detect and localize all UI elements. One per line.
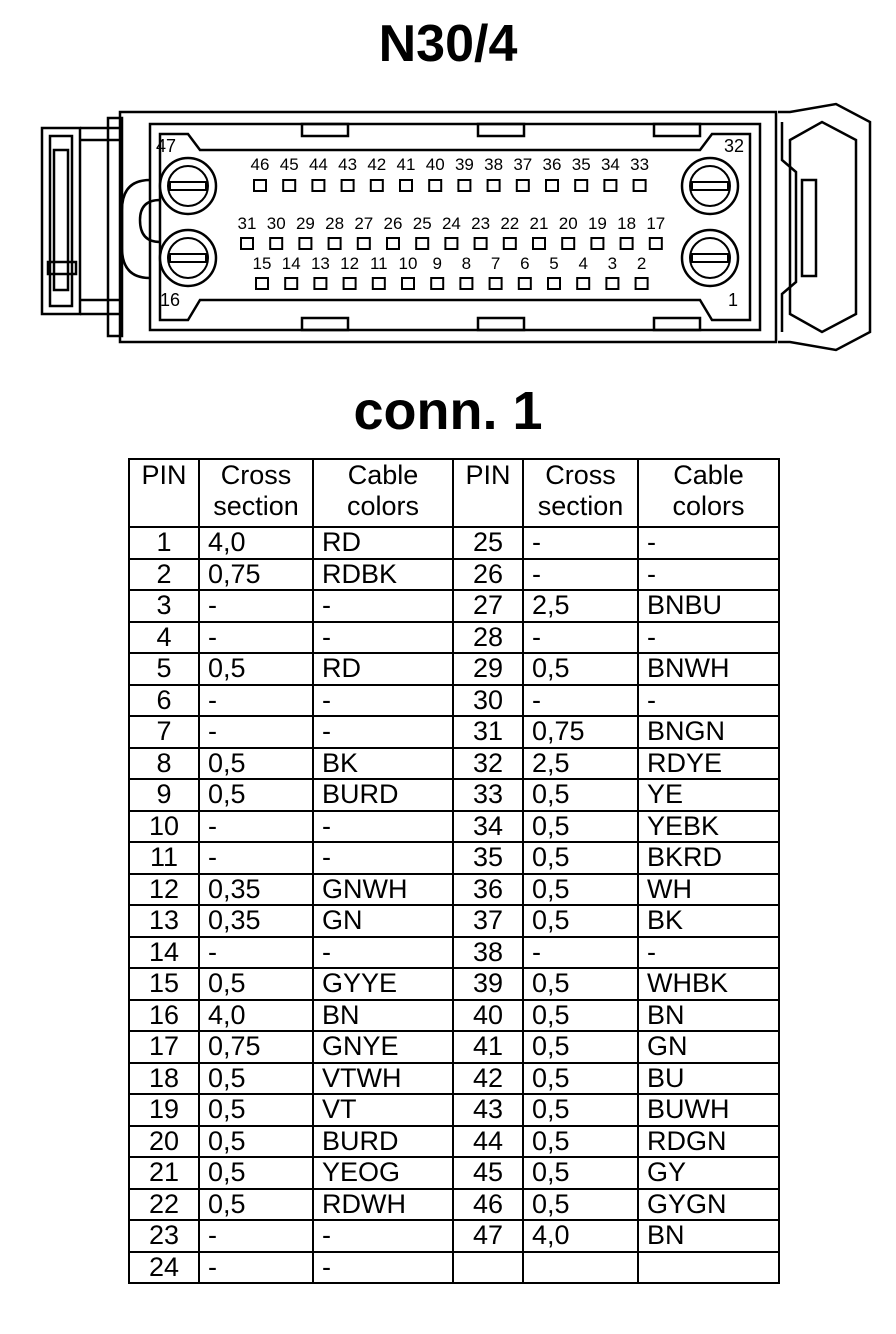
cross-section-cell: 0,5 bbox=[199, 1094, 313, 1126]
pin-cell: 6 bbox=[129, 685, 199, 717]
cable-color-cell: BNGN bbox=[638, 716, 779, 748]
column-header-line: colors bbox=[346, 491, 420, 521]
pin-grid bbox=[238, 155, 666, 289]
pin-number-label: 29 bbox=[295, 214, 315, 233]
cable-color-cell bbox=[638, 1252, 779, 1284]
pin-cell bbox=[453, 1252, 523, 1284]
cable-color-cell: GYYE bbox=[313, 968, 453, 1000]
cross-section-cell: 0,75 bbox=[199, 559, 313, 591]
pin-cavity bbox=[400, 180, 412, 191]
cross-section-cell: 0,5 bbox=[523, 1189, 638, 1221]
pin-cell: 30 bbox=[453, 685, 523, 717]
pin-table bbox=[128, 458, 780, 1284]
pin-number-label: 22 bbox=[500, 214, 520, 233]
column-header bbox=[129, 459, 199, 527]
cross-section-cell: 0,5 bbox=[199, 1157, 313, 1189]
pin-cavity bbox=[634, 180, 646, 191]
pin-number-label: 27 bbox=[354, 214, 374, 233]
cable-color-cell: BUWH bbox=[638, 1094, 779, 1126]
pin-cell: 28 bbox=[453, 622, 523, 654]
cable-color-cell: YEOG bbox=[313, 1157, 453, 1189]
pin-cavity bbox=[285, 278, 297, 289]
table-body bbox=[129, 527, 779, 1283]
column-header bbox=[638, 459, 779, 527]
column-header-line: Cable bbox=[347, 460, 419, 490]
pin-cavity bbox=[256, 278, 268, 289]
column-header bbox=[313, 459, 453, 527]
cross-section-cell: 0,5 bbox=[199, 968, 313, 1000]
table-row bbox=[129, 748, 779, 780]
table-row bbox=[129, 874, 779, 906]
pin-cavity bbox=[458, 180, 470, 191]
column-header-line: colors bbox=[672, 491, 745, 521]
cable-color-cell: - bbox=[313, 685, 453, 717]
cross-section-cell: 0,5 bbox=[523, 968, 638, 1000]
cable-color-cell: - bbox=[638, 559, 779, 591]
cable-color-cell: - bbox=[313, 937, 453, 969]
cross-section-cell: 4,0 bbox=[523, 1220, 638, 1252]
pin-cavity bbox=[488, 180, 500, 191]
cross-section-cell: - bbox=[523, 622, 638, 654]
cable-color-cell: - bbox=[638, 685, 779, 717]
cable-color-cell: BURD bbox=[313, 1126, 453, 1158]
pin-cell: 42 bbox=[453, 1063, 523, 1095]
cross-section-cell: 0,5 bbox=[523, 842, 638, 874]
column-header-line: Cable bbox=[673, 460, 744, 490]
cross-section-cell: 0,5 bbox=[523, 653, 638, 685]
table-row bbox=[129, 622, 779, 654]
pin-number-label: 33 bbox=[630, 155, 650, 174]
pin-cavity bbox=[314, 278, 326, 289]
pin-cavity bbox=[533, 238, 545, 249]
cable-color-cell: BURD bbox=[313, 779, 453, 811]
cable-color-cell: BU bbox=[638, 1063, 779, 1095]
pin-cell: 40 bbox=[453, 1000, 523, 1032]
pin-cavity bbox=[329, 238, 341, 249]
pin-cell: 15 bbox=[129, 968, 199, 1000]
cable-color-cell: - bbox=[638, 622, 779, 654]
cable-color-cell: - bbox=[313, 590, 453, 622]
cross-section-cell: 4,0 bbox=[199, 1000, 313, 1032]
pin-number-label: 14 bbox=[281, 254, 301, 273]
cable-color-cell: VT bbox=[313, 1094, 453, 1126]
pin-number-label: 23 bbox=[471, 214, 491, 233]
pin-cavity bbox=[283, 180, 295, 191]
cable-color-cell: RDYE bbox=[638, 748, 779, 780]
cross-section-cell: - bbox=[199, 811, 313, 843]
table-row bbox=[129, 1252, 779, 1284]
pin-number-label: 42 bbox=[367, 155, 387, 174]
pin-cavity bbox=[373, 278, 385, 289]
pin-cell: 22 bbox=[129, 1189, 199, 1221]
pin-cell: 9 bbox=[129, 779, 199, 811]
connector-diagram bbox=[0, 0, 896, 360]
column-header-line: section bbox=[537, 491, 624, 521]
pin-number-label: 41 bbox=[396, 155, 416, 174]
column-header-line: Cross bbox=[220, 460, 292, 490]
pin-cell: 39 bbox=[453, 968, 523, 1000]
table-row bbox=[129, 1126, 779, 1158]
pin-number-label: 2 bbox=[636, 254, 647, 273]
cross-section-cell: 2,5 bbox=[523, 748, 638, 780]
pin-number-label: 5 bbox=[549, 254, 559, 273]
pin-cavity bbox=[562, 238, 574, 249]
pin-cell: 7 bbox=[129, 716, 199, 748]
cable-color-cell: - bbox=[638, 937, 779, 969]
pin-cell: 33 bbox=[453, 779, 523, 811]
pin-cavity bbox=[371, 180, 383, 191]
table-row bbox=[129, 937, 779, 969]
pin-cell: 44 bbox=[453, 1126, 523, 1158]
connector-label: conn. 1 bbox=[353, 381, 543, 441]
pin-number-label: 6 bbox=[520, 254, 530, 273]
pin-cell: 3 bbox=[129, 590, 199, 622]
pin-number-label: 8 bbox=[461, 254, 472, 273]
cable-color-cell: GN bbox=[313, 905, 453, 937]
pin-cavity bbox=[621, 238, 633, 249]
pin-number-label: 13 bbox=[310, 254, 330, 273]
cross-section-cell: 0,5 bbox=[199, 779, 313, 811]
cable-color-cell: BK bbox=[638, 905, 779, 937]
pin-number-label: 11 bbox=[369, 254, 388, 273]
column-header bbox=[453, 459, 523, 527]
pin-cell: 41 bbox=[453, 1031, 523, 1063]
table-row bbox=[129, 1157, 779, 1189]
pin-cell: 23 bbox=[129, 1220, 199, 1252]
pin-number-label: 17 bbox=[646, 214, 666, 233]
pin-cavity bbox=[270, 238, 282, 249]
cross-section-cell bbox=[523, 1252, 638, 1284]
pin-number-label: 26 bbox=[383, 214, 403, 233]
cable-color-cell: RDBK bbox=[313, 559, 453, 591]
pin-cell: 19 bbox=[129, 1094, 199, 1126]
column-header-line: section bbox=[213, 491, 299, 521]
pin-cavity bbox=[344, 278, 356, 289]
pin-cell: 17 bbox=[129, 1031, 199, 1063]
pin-number-label: 37 bbox=[513, 155, 533, 174]
cable-color-cell: GYGN bbox=[638, 1189, 779, 1221]
pin-cell: 25 bbox=[453, 527, 523, 559]
cable-color-cell: BN bbox=[638, 1220, 779, 1252]
pin-cell: 43 bbox=[453, 1094, 523, 1126]
corner-label-bottom-right: 1 bbox=[728, 290, 739, 310]
pin-cell: 45 bbox=[453, 1157, 523, 1189]
pin-cavity bbox=[445, 238, 457, 249]
pin-cavity bbox=[312, 180, 324, 191]
table-row bbox=[129, 653, 779, 685]
table-row bbox=[129, 1094, 779, 1126]
table-row bbox=[129, 1220, 779, 1252]
pin-cell: 34 bbox=[453, 811, 523, 843]
cross-section-cell: - bbox=[199, 716, 313, 748]
pin-cavity bbox=[402, 278, 414, 289]
pin-number-label: 34 bbox=[600, 155, 620, 174]
cable-color-cell: GY bbox=[638, 1157, 779, 1189]
pin-number-label: 43 bbox=[338, 155, 358, 174]
pin-cell: 35 bbox=[453, 842, 523, 874]
cross-section-cell: 0,5 bbox=[523, 874, 638, 906]
table-row bbox=[129, 1000, 779, 1032]
pin-cavity bbox=[241, 238, 253, 249]
pin-number-label: 35 bbox=[571, 155, 591, 174]
cable-color-cell: VTWH bbox=[313, 1063, 453, 1095]
cross-section-cell: 4,0 bbox=[199, 527, 313, 559]
pin-cavity bbox=[358, 238, 370, 249]
table-header-row bbox=[129, 459, 779, 527]
cable-color-cell: - bbox=[313, 1220, 453, 1252]
cross-section-cell: - bbox=[199, 937, 313, 969]
cross-section-cell: - bbox=[199, 842, 313, 874]
cross-section-cell: 0,5 bbox=[523, 1094, 638, 1126]
pin-cell: 2 bbox=[129, 559, 199, 591]
pin-number-label: 31 bbox=[237, 214, 257, 233]
cross-section-cell: 0,5 bbox=[523, 779, 638, 811]
cable-color-cell: BN bbox=[638, 1000, 779, 1032]
table-row bbox=[129, 1063, 779, 1095]
table-row bbox=[129, 779, 779, 811]
cable-color-cell: RDWH bbox=[313, 1189, 453, 1221]
cross-section-cell: - bbox=[523, 685, 638, 717]
pin-number-label: 21 bbox=[529, 214, 549, 233]
cable-color-cell: WH bbox=[638, 874, 779, 906]
pin-number-label: 20 bbox=[558, 214, 578, 233]
cable-color-cell: YEBK bbox=[638, 811, 779, 843]
cross-section-cell: 0,35 bbox=[199, 905, 313, 937]
pin-cell: 37 bbox=[453, 905, 523, 937]
pin-number-label: 40 bbox=[425, 155, 445, 174]
table-row bbox=[129, 1031, 779, 1063]
pin-number-label: 30 bbox=[266, 214, 286, 233]
pin-number-label: 7 bbox=[490, 254, 501, 273]
cross-section-cell: - bbox=[523, 527, 638, 559]
cross-section-cell: 0,75 bbox=[523, 716, 638, 748]
cross-section-cell: 0,5 bbox=[523, 905, 638, 937]
cross-section-cell: 0,75 bbox=[199, 1031, 313, 1063]
pin-number-label: 24 bbox=[441, 214, 461, 233]
pin-cavity bbox=[575, 180, 587, 191]
cross-section-cell: 0,5 bbox=[523, 1157, 638, 1189]
pin-number-label: 25 bbox=[412, 214, 432, 233]
pin-cavity bbox=[429, 180, 441, 191]
pin-cavity bbox=[548, 278, 560, 289]
pin-cavity bbox=[387, 238, 399, 249]
pin-number-label: 4 bbox=[578, 254, 588, 273]
cross-section-cell: 0,5 bbox=[523, 1126, 638, 1158]
screw-icon-bottom-right bbox=[682, 230, 738, 286]
column-header-line: PIN bbox=[141, 460, 187, 490]
table-row bbox=[129, 811, 779, 843]
pin-number-label: 10 bbox=[398, 254, 418, 273]
cable-color-cell: GNWH bbox=[313, 874, 453, 906]
pin-cell: 31 bbox=[453, 716, 523, 748]
cross-section-cell: 0,5 bbox=[523, 1000, 638, 1032]
cross-section-cell: - bbox=[199, 1220, 313, 1252]
pin-cell: 26 bbox=[453, 559, 523, 591]
pin-number-label: 15 bbox=[252, 254, 272, 273]
pin-cell: 14 bbox=[129, 937, 199, 969]
pin-cell: 20 bbox=[129, 1126, 199, 1158]
cable-color-cell: RDGN bbox=[638, 1126, 779, 1158]
cable-color-cell: - bbox=[638, 527, 779, 559]
table-row bbox=[129, 1189, 779, 1221]
pin-cell: 4 bbox=[129, 622, 199, 654]
corner-label-bottom-left: 16 bbox=[160, 290, 181, 310]
pin-cell: 24 bbox=[129, 1252, 199, 1284]
pin-cell: 36 bbox=[453, 874, 523, 906]
pin-cell: 38 bbox=[453, 937, 523, 969]
cable-color-cell: BNWH bbox=[638, 653, 779, 685]
corner-label-top-left: 47 bbox=[156, 136, 177, 156]
pin-cavity bbox=[504, 238, 516, 249]
pin-cell: 12 bbox=[129, 874, 199, 906]
pin-cavity bbox=[519, 278, 531, 289]
cable-color-cell: - bbox=[313, 842, 453, 874]
pin-cavity bbox=[650, 238, 662, 249]
cross-section-cell: - bbox=[199, 622, 313, 654]
cable-color-cell: BN bbox=[313, 1000, 453, 1032]
table-row bbox=[129, 590, 779, 622]
cable-color-cell: BK bbox=[313, 748, 453, 780]
pin-cavity bbox=[636, 278, 648, 289]
cable-color-cell: - bbox=[313, 811, 453, 843]
pin-number-label: 9 bbox=[432, 254, 442, 273]
cable-color-cell: YE bbox=[638, 779, 779, 811]
pin-cell: 13 bbox=[129, 905, 199, 937]
cross-section-cell: - bbox=[523, 937, 638, 969]
pin-number-label: 19 bbox=[587, 214, 607, 233]
pin-cell: 8 bbox=[129, 748, 199, 780]
pin-cavity bbox=[342, 180, 354, 191]
cable-color-cell: BKRD bbox=[638, 842, 779, 874]
pin-cavity bbox=[591, 238, 603, 249]
cable-color-cell: WHBK bbox=[638, 968, 779, 1000]
pin-cell: 11 bbox=[129, 842, 199, 874]
cross-section-cell: - bbox=[199, 685, 313, 717]
pin-cavity bbox=[606, 278, 618, 289]
cross-section-cell: - bbox=[199, 590, 313, 622]
cable-color-cell: - bbox=[313, 622, 453, 654]
cross-section-cell: 0,5 bbox=[523, 1063, 638, 1095]
pin-number-label: 45 bbox=[279, 155, 299, 174]
cross-section-cell: 0,5 bbox=[523, 811, 638, 843]
table-row bbox=[129, 716, 779, 748]
pin-cavity bbox=[490, 278, 502, 289]
pin-cavity bbox=[577, 278, 589, 289]
cross-section-cell: - bbox=[523, 559, 638, 591]
cross-section-cell: 0,5 bbox=[199, 1126, 313, 1158]
pin-cavity bbox=[604, 180, 616, 191]
screw-icon-top-right bbox=[682, 158, 738, 214]
pin-cell: 21 bbox=[129, 1157, 199, 1189]
screw-icon-bottom-left bbox=[160, 230, 216, 286]
pin-cell: 32 bbox=[453, 748, 523, 780]
pin-cell: 16 bbox=[129, 1000, 199, 1032]
cross-section-cell: - bbox=[199, 1252, 313, 1284]
pin-cavity bbox=[431, 278, 443, 289]
pin-cavity bbox=[517, 180, 529, 191]
pin-number-label: 12 bbox=[340, 254, 360, 273]
pin-cell: 18 bbox=[129, 1063, 199, 1095]
column-header-line: Cross bbox=[545, 460, 616, 490]
pin-cell: 47 bbox=[453, 1220, 523, 1252]
column-header bbox=[523, 459, 638, 527]
cross-section-cell: 0,5 bbox=[199, 1189, 313, 1221]
table-row bbox=[129, 905, 779, 937]
pin-cavity bbox=[546, 180, 558, 191]
table-row bbox=[129, 559, 779, 591]
pin-cavity bbox=[299, 238, 311, 249]
pin-cell: 27 bbox=[453, 590, 523, 622]
cable-color-cell: BNBU bbox=[638, 590, 779, 622]
cable-color-cell: - bbox=[313, 1252, 453, 1284]
cross-section-cell: 0,5 bbox=[199, 748, 313, 780]
table-row bbox=[129, 842, 779, 874]
pin-number-label: 46 bbox=[250, 155, 270, 174]
cross-section-cell: 0,35 bbox=[199, 874, 313, 906]
cross-section-cell: 0,5 bbox=[199, 653, 313, 685]
pin-number-label: 44 bbox=[308, 155, 328, 174]
pin-number-label: 38 bbox=[484, 155, 504, 174]
cross-section-cell: 2,5 bbox=[523, 590, 638, 622]
cable-color-cell: GNYE bbox=[313, 1031, 453, 1063]
corner-label-top-right: 32 bbox=[724, 136, 745, 156]
table-row bbox=[129, 968, 779, 1000]
pin-cell: 29 bbox=[453, 653, 523, 685]
pin-cavity bbox=[460, 278, 472, 289]
cable-color-cell: GN bbox=[638, 1031, 779, 1063]
cable-color-cell: RD bbox=[313, 527, 453, 559]
column-header-line: PIN bbox=[465, 460, 511, 490]
page-title: N30/4 bbox=[378, 15, 518, 73]
column-header bbox=[199, 459, 313, 527]
cross-section-cell: 0,5 bbox=[523, 1031, 638, 1063]
pin-cavity bbox=[475, 238, 487, 249]
pin-cell: 5 bbox=[129, 653, 199, 685]
pin-cell: 46 bbox=[453, 1189, 523, 1221]
cable-color-cell: - bbox=[313, 716, 453, 748]
pin-cell: 1 bbox=[129, 527, 199, 559]
pin-cavity bbox=[416, 238, 428, 249]
table-row bbox=[129, 527, 779, 559]
pin-number-label: 36 bbox=[542, 155, 562, 174]
pin-number-label: 18 bbox=[617, 214, 637, 233]
pin-number-label: 39 bbox=[454, 155, 474, 174]
cross-section-cell: 0,5 bbox=[199, 1063, 313, 1095]
table-row bbox=[129, 685, 779, 717]
pin-number-label: 3 bbox=[607, 254, 618, 273]
screw-icon-top-left bbox=[160, 158, 216, 214]
pin-number-label: 28 bbox=[325, 214, 345, 233]
pin-cell: 10 bbox=[129, 811, 199, 843]
cable-color-cell: RD bbox=[313, 653, 453, 685]
pin-cavity bbox=[254, 180, 266, 191]
